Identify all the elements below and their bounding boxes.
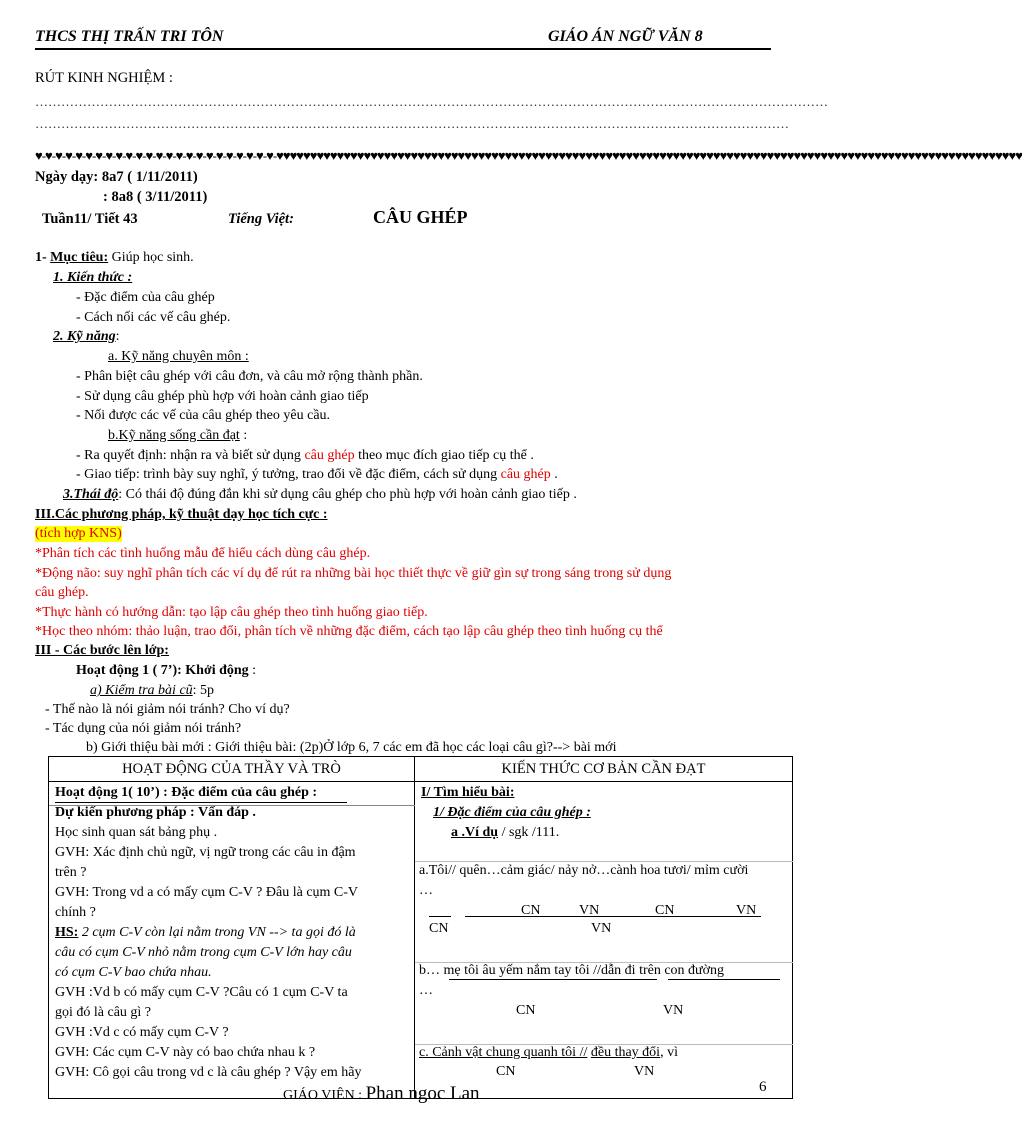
methods-kns: (tích hợp KNS) [35,526,122,541]
section-subheading: 1/ Đặc điểm của câu ghép : [433,805,591,820]
skills-item: - Nối được các vế của câu ghép theo yêu cầu. [76,408,331,423]
example-b: b… mẹ tôi âu yếm nắm tay tôi //dẫn đi trên con đường [419,963,725,978]
heart-separator: ♥-♥-♥-♥-♥-♥-♥-♥-♥-♥-♥-♥-♥-♥-♥-♥-♥-♥-♥-♥-♥-♥-♥-♥-♥♥♥♥♥♥♥♥♥♥♥♥♥♥♥♥♥♥♥♥♥♥♥♥♥♥♥♥♥♥♥♥♥♥♥♥♥♥♥♥♥♥♥♥♥♥♥♥♥♥♥♥♥♥♥♥♥♥♥♥♥♥♥♥♥♥♥♥♥♥♥♥♥♥♥♥♥♥♥♥♥♥♥♥♥♥♥♥♥♥♥♥♥♥♥♥♥♥♥♥♥♥♥♥♥♥♥♥♥♥♥ [35,148,1022,163]
label-vn: VN [591,921,612,936]
skills-item: - Sử dụng câu ghép phù hợp với hoàn cảnh giao tiếp [76,389,369,404]
example-ref: a .Ví dụ / sgk /111. [451,825,560,840]
activity-line: GVH: Cô gọi câu trong vd c là câu ghép ? Vậy em hãy [55,1065,362,1080]
lesson-date-2: : 8a8 ( 3/11/2011) [103,189,208,205]
label-cn: CN [521,903,541,918]
activity-line: GVH :Vd b có mấy cụm C-V ?Câu có 1 cụm C-V ta [55,985,348,1000]
lesson-subject: Tiếng Việt: [228,211,294,227]
method-item: *Động não: suy nghĩ phân tích các ví dụ để rút ra những bài học thiết thực về giữ gìn sự trong sáng trong sử dụng [35,566,672,581]
method-item-cont: câu ghép. [35,585,89,600]
old-lesson-question: - Thế nào là nói giảm nói tránh? Cho ví dụ? [45,702,290,717]
label-vn: VN [579,903,600,918]
label-vn: VN [663,1003,684,1018]
footer-teacher [283,1083,480,1105]
example-c: c. Cảnh vật chung quanh tôi // đều thay đổi, vì [419,1045,678,1060]
skills-label: 2. Kỹ năng: [53,329,120,344]
reflection-label: RÚT KINH NGHIỆM : [35,70,173,86]
label-cn: CN [655,903,675,918]
lesson-title: CÂU GHÉP [373,207,468,227]
student-answer: HS: 2 cụm C-V còn lại nằm trong VN --> ta gọi đó là [55,925,356,940]
activity-line: GVH: Xác định chủ ngữ, vị ngữ trong các câu in đậm [55,845,356,860]
reflection-dots-1: ………………………………………………………………………………………………………………………………………………………………… [35,94,828,109]
lesson-table [48,756,793,1099]
methods-heading: III.Các phương pháp, kỹ thuật dạy học tích cực : [35,507,328,522]
label-vn: VN [634,1064,655,1079]
life-skill-item: - Ra quyết định: nhận ra và biết sử dụng câu ghép theo mục đích giao tiếp cụ thể . [76,448,534,463]
example-a: a.Tôi// quên…cảm giác/ nảy nở…cành hoa tươi/ mỉm cười [419,863,749,878]
date-label: Ngày dạy: [35,169,99,185]
student-answer-cont: câu có cụm C-V nhỏ nằm trong cụm C-V lớn hay câu [55,945,352,960]
activity-title: Hoạt động 1( 10’) : Đặc điểm của câu ghép : [55,785,318,800]
teacher-student-activities [49,782,415,1099]
table-header-cell: HOẠT ĐỘNG CỦA THẦY VÀ TRÒ [49,757,415,782]
section-heading: I/ Tìm hiểu bài: [421,785,515,800]
label-cn: CN [516,1003,536,1018]
knowledge-item: - Cách nối các vế câu ghép. [76,310,231,325]
life-skill-item: - Giao tiếp: trình bày suy nghĩ, ý tưởng, trao đổi về đặc điểm, cách sử dụng câu ghép . [76,467,558,482]
activity-line: trên ? [55,865,87,880]
teacher-name: Phan ngoc Lan [365,1083,480,1104]
reflection-dots-2: ………………………………………………………………………………………………………………………………………………………… [35,116,789,131]
skills-item: - Phân biệt câu ghép với câu đơn, và câu mở rộng thành phần. [76,369,423,384]
skills-sub-b: b.Kỹ năng sống cần đạt : [108,428,248,443]
old-lesson-check: a) Kiểm tra bài cũ: 5p [90,683,215,698]
table-header-cell: KIẾN THỨC CƠ BẢN CẦN ĐẠT [415,757,793,782]
activity-1: Hoạt động 1 ( 7’): Khởi động : [76,663,257,678]
header-subject: GIÁO ÁN NGỮ VĂN 8 [548,28,703,45]
method-item: *Phân tích các tình huống mẫu để hiểu cách dùng câu ghép. [35,546,371,561]
activity-line: GVH: Các cụm C-V này có bao chứa nhau k ? [55,1045,316,1060]
new-lesson-intro: b) Giới thiệu bài mới : Giới thiệu bài: (2p)Ở lớp 6, 7 các em đã học các loại câu gì?--> bài mới [86,740,617,755]
header-school: THCS THỊ TRẤN TRI TÔN [35,28,224,45]
label-cn: CN [496,1064,516,1079]
activity-line: Học sinh quan sát bảng phụ . [55,825,218,840]
page-number: 6 [759,1079,767,1095]
date-1: 8a7 ( 1/11/2011) [101,169,198,185]
steps-heading: III - Các bước lên lớp: [35,643,169,658]
teacher-label: GIÁO VIÊN : [283,1088,363,1103]
knowledge-item: - Đặc điểm của câu ghép [76,290,215,305]
student-answer-cont: có cụm C-V bao chứa nhau. [55,965,212,980]
method-item: *Thực hành có hướng dẫn: tạo lập câu ghép theo tình huống giao tiếp. [35,605,428,620]
label-cn: CN [429,921,449,936]
basic-knowledge: I/ Tìm hiểu bài: 1/ Đặc điểm của câu ghép : a .Ví dụ / sgk /111. a.Tôi// quên…cảm giác/ nảy nở…cành hoa tươi/ mỉm cười … CN VN CN VN CN VN b… mẹ tôi âu yếm nắm tay tôi //dẫn đi trên con đường … CN VN c. Cảnh vật chung quanh tôi // đều thay đổi, vì CN VN [415,782,793,1099]
activity-line: GVH: Trong vd a có mấy cụm C-V ? Đâu là cụm C-V [55,885,359,900]
lesson-date-1 [35,169,198,186]
activity-line: GVH :Vd c có mấy cụm C-V ? [55,1025,229,1040]
objectives-title: Mục tiêu: [50,250,109,265]
header-rule [35,48,771,50]
old-lesson-question: - Tác dụng của nói giảm nói tránh? [45,721,242,736]
objectives-heading: 1- Mục tiêu: Giúp học sinh. [35,250,194,265]
label-vn: VN [736,903,757,918]
activity-method: Dự kiến phương pháp : Vấn đáp . [55,805,256,820]
activity-line: chính ? [55,905,96,920]
lesson-week: Tuần11/ Tiết 43 [42,211,138,227]
attitude-line: 3.Thái độ: Có thái độ đúng đắn khi sử dụng câu ghép cho phù hợp với hoàn cảnh giao tiếp . [63,487,577,502]
knowledge-label: 1. Kiến thức : [53,270,133,285]
skills-sub-a: a. Kỹ năng chuyên môn : [108,349,249,364]
method-item: *Học theo nhóm: thảo luận, trao đổi, phân tích về những đặc điểm, cách tạo lập câu ghép theo tình huống cụ thể [35,624,663,639]
activity-line: gọi đó là câu gì ? [55,1005,152,1020]
